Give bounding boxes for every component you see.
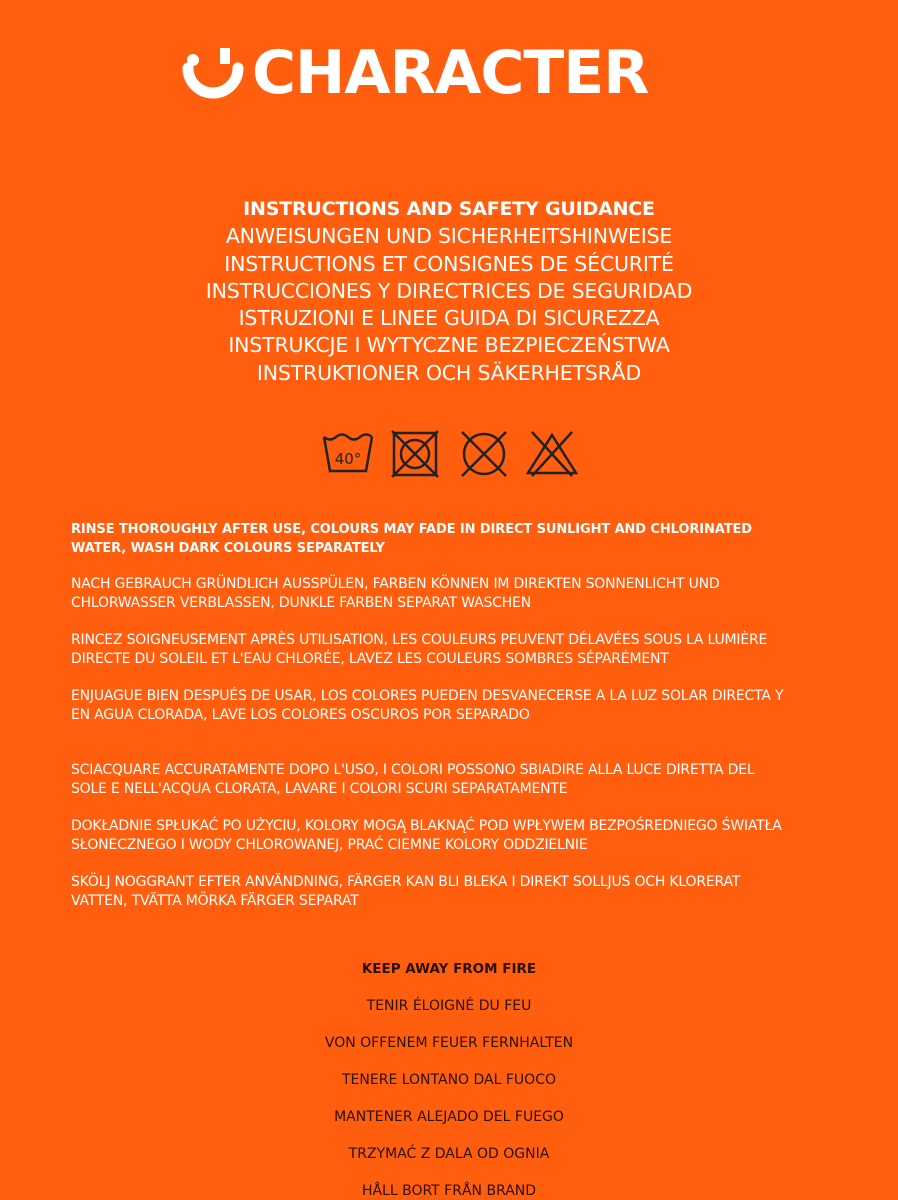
care-text-fr-line2: DIRECTE DU SOLEIL ET L'EAU CHLORÉE, LAVEZ LES COULEURS SOMBRES SÉPARÉMENT	[71, 651, 669, 667]
care-text-de-line1: NACH GEBRAUCH GRÜNDLICH AUSSPÜLEN, FARBEN KÖNNEN IM DIREKTEN SONNENLICHT UND	[71, 576, 720, 592]
care-text-en-line2: WATER, WASH DARK COLOURS SEPARATELY	[71, 541, 385, 556]
care-text-pl-line1: DOKŁADNIE SPŁUKAĆ PO UŻYCIU, KOLORY MOGĄ BLAKNĄĆ POD WPŁYWEM BEZPOŚREDNIEGO ŚWIATŁA	[71, 818, 782, 834]
care-text-es-line1: ENJUAGUE BIEN DESPUÉS DE USAR, LOS COLORES PUEDEN DESVANECERSE A LA LUZ SOLAR DIRECTA Y	[71, 688, 784, 704]
care-text-it-line2: SOLE E NELL'ACQUA CLORATA, LAVARE I COLORI SCURI SEPARATAMENTE	[71, 781, 568, 797]
title-fr: INSTRUCTIONS ET CONSIGNES DE SÉCURITÉ	[224, 251, 674, 276]
title-it: ISTRUZIONI E LINEE GUIDA DI SICUREZZA	[238, 306, 660, 331]
wash-temp-label: 40°	[334, 450, 362, 468]
brand-name: CHARACTER	[252, 38, 649, 108]
do-not-dry-clean-icon	[456, 429, 512, 479]
care-text-fr-line1: RINCEZ SOIGNEUSEMENT APRÈS UTILISATION, LES COULEURS PEUVENT DÉLAVÉES SOUS LA LUMIÈRE	[71, 632, 768, 648]
care-symbols	[320, 428, 580, 480]
fire-warning-fr: TENIR ÉLOIGNÉ DU FEU	[366, 998, 532, 1014]
care-text-es-line2: EN AGUA CLORADA, LAVE LOS COLORES OSCUROS POR SEPARADO	[71, 707, 530, 723]
fire-warning-de: VON OFFENEM FEUER FERNHALTEN	[324, 1035, 574, 1051]
title-en: INSTRUCTIONS AND SAFETY GUIDANCE	[243, 198, 655, 220]
title-de: ANWEISUNGEN UND SICHERHEITSHINWEISE	[225, 224, 673, 249]
title-es: INSTRUCCIONES Y DIRECTRICES DE SEGURIDAD	[205, 278, 693, 303]
care-text-it-line1: SCIACQUARE ACCURATAMENTE DOPO L'USO, I COLORI POSSONO SBIADIRE ALLA LUCE DIRETTA DEL	[71, 762, 755, 778]
care-text-de-line2: CHLORWASSER VERBLASSEN, DUNKLE FARBEN SEPARAT WASCHEN	[71, 595, 531, 611]
title-block	[0, 196, 898, 387]
fire-warning-pl: TRZYMAĆ Z DALA OD OGNIA	[348, 1146, 550, 1162]
fire-warning-it: TENERE LONTANO DAL FUOCO	[342, 1072, 556, 1088]
care-text-fr	[71, 631, 831, 669]
care-text-pl	[71, 817, 831, 855]
brand-logo	[180, 38, 700, 108]
care-text-de	[71, 575, 831, 613]
title-pl: INSTRUKCJE I WYTYCZNE BEZPIECZEŃSTWA	[228, 333, 670, 358]
do-not-tumble-dry-icon	[388, 429, 444, 479]
care-text-sv	[71, 873, 831, 911]
do-not-bleach-icon	[524, 429, 580, 479]
fire-warning-en: KEEP AWAY FROM FIRE	[361, 961, 537, 977]
care-text-it	[71, 761, 831, 799]
care-text-es	[71, 687, 831, 725]
wash-40-icon	[320, 429, 376, 479]
care-text-pl-line2: SŁONECZNEGO I WODY CHLOROWANEJ, PRAĆ CIEMNE KOLORY ODDZIELNIE	[71, 837, 588, 853]
care-text-sv-line1: SKÖLJ NOGGRANT EFTER ANVÄNDNING, FÄRGER KAN BLI BLEKA I DIREKT SOLLJUS OCH KLORERAT	[71, 874, 741, 890]
title-sv: INSTRUKTIONER OCH SÄKERHETSRÅD	[256, 360, 642, 385]
fire-warning-sv: HÅLL BORT FRÅN BRAND	[361, 1183, 537, 1199]
care-text-en-line1: RINSE THOROUGHLY AFTER USE, COLOURS MAY FADE IN DIRECT SUNLIGHT AND CHLORINATED	[71, 522, 752, 537]
care-text-en	[71, 520, 831, 558]
fire-warning-es: MANTENER ALEJADO DEL FUEGO	[334, 1109, 564, 1125]
smiley-logo-icon	[180, 40, 246, 106]
care-text-sv-line2: VATTEN, TVÄTTA MÖRKA FÄRGER SEPARAT	[71, 893, 359, 909]
